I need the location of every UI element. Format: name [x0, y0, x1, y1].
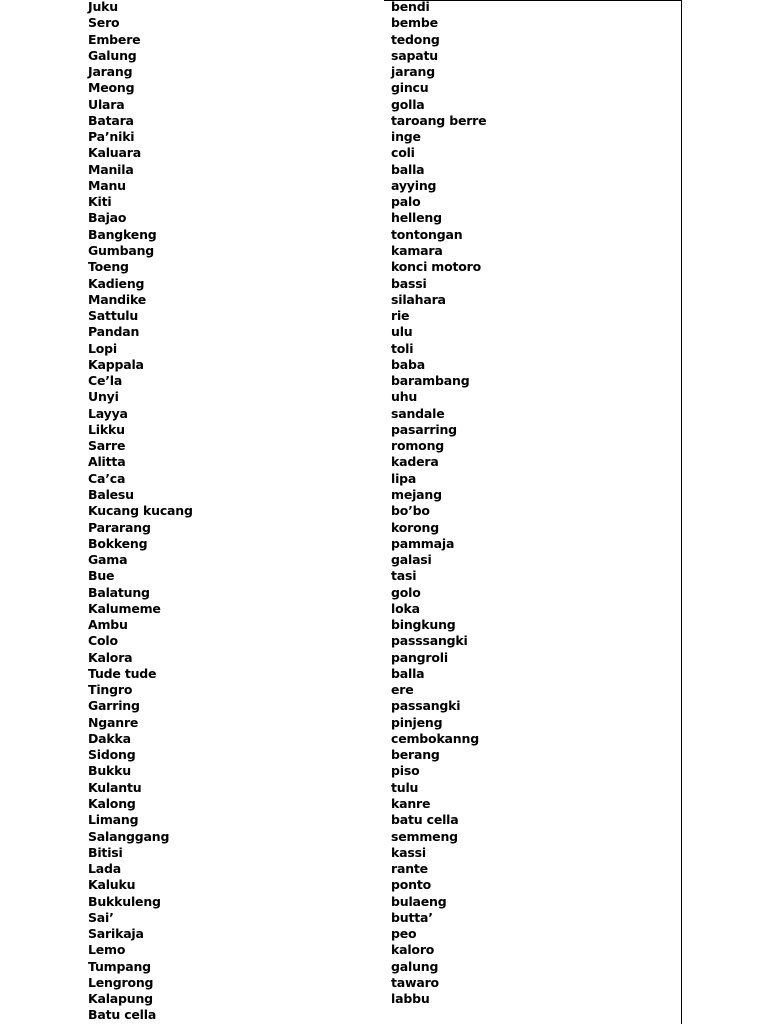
word-item: Unyi: [88, 389, 119, 405]
word-item: Sai’: [88, 909, 114, 925]
word-item: uhu: [391, 389, 418, 405]
word-item: coli: [391, 145, 415, 161]
word-item: Bukku: [88, 763, 131, 779]
word-item: Pararang: [88, 519, 151, 535]
word-item: Balatung: [88, 584, 150, 600]
word-item: Sattulu: [88, 308, 139, 324]
word-item: Galung: [88, 47, 137, 63]
word-item: peo: [391, 926, 417, 942]
word-item: Batu cella: [88, 1007, 157, 1023]
word-item: galung: [391, 958, 439, 974]
word-item: bassi: [391, 275, 427, 291]
word-item: Layya: [88, 405, 128, 421]
word-item: Likku: [88, 421, 125, 437]
word-item: golla: [391, 96, 425, 112]
word-item: palo: [391, 194, 421, 210]
word-item: passsangki: [391, 633, 468, 649]
word-item: ayying: [391, 177, 437, 193]
word-item: Tumpang: [88, 958, 151, 974]
word-item: piso: [391, 763, 420, 779]
word-item: Juku: [88, 0, 118, 14]
word-item: Bukkuleng: [88, 893, 161, 909]
word-item: passangki: [391, 698, 461, 714]
word-item: bo’bo: [391, 503, 430, 519]
word-item: Kaluku: [88, 877, 136, 893]
word-item: Bajao: [88, 210, 127, 226]
word-item: Ulara: [88, 96, 125, 112]
word-item: Kadieng: [88, 275, 145, 291]
word-item: Lada: [88, 861, 121, 877]
word-item: toli: [391, 340, 414, 356]
word-item: cembokanng: [391, 730, 479, 746]
word-item: balla: [391, 161, 425, 177]
word-item: Sarikaja: [88, 926, 144, 942]
word-item: Tingro: [88, 682, 133, 698]
word-item: Sidong: [88, 747, 136, 763]
word-item: bembe: [391, 15, 438, 31]
left-word-column: [88, 0, 348, 1024]
word-item: Lemo: [88, 942, 126, 958]
word-item: Mandike: [88, 291, 147, 307]
word-item: korong: [391, 519, 439, 535]
word-item: Tude tude: [88, 665, 157, 681]
word-item: tasi: [391, 568, 417, 584]
word-item: ulu: [391, 324, 413, 340]
word-item: balla: [391, 665, 425, 681]
word-item: tedong: [391, 31, 440, 47]
word-item: Lengrong: [88, 974, 154, 990]
word-item: Embere: [88, 31, 141, 47]
word-item: sandale: [391, 405, 445, 421]
word-item: Pa’niki: [88, 129, 135, 145]
word-item: Sarre: [88, 438, 126, 454]
word-item: Kaluara: [88, 145, 141, 161]
word-item: Bokkeng: [88, 535, 148, 551]
word-item: Gama: [88, 552, 128, 568]
word-item: tawaro: [391, 974, 439, 990]
word-item: kanre: [391, 796, 431, 812]
right-word-column: [391, 0, 671, 1007]
word-item: baba: [391, 356, 425, 372]
word-item: Kalumeme: [88, 600, 161, 616]
word-item: batu cella: [391, 812, 459, 828]
word-item: bendi: [391, 0, 430, 14]
word-item: romong: [391, 438, 445, 454]
word-item: pasarring: [391, 421, 457, 437]
word-item: bingkung: [391, 617, 456, 633]
word-item: labbu: [391, 991, 430, 1007]
word-item: gincu: [391, 80, 429, 96]
word-item: Kalong: [88, 796, 136, 812]
word-item: bulaeng: [391, 893, 447, 909]
word-item: Sero: [88, 15, 120, 31]
word-item: Manu: [88, 177, 126, 193]
word-item: barambang: [391, 373, 470, 389]
word-item: kamara: [391, 242, 443, 258]
word-item: kassi: [391, 844, 426, 860]
word-item: Ambu: [88, 617, 128, 633]
word-item: Bangkeng: [88, 226, 157, 242]
table-border-right: [681, 0, 682, 1024]
word-item: Kiti: [88, 194, 112, 210]
word-item: Toeng: [88, 259, 129, 275]
word-item: jarang: [391, 64, 435, 80]
word-item: pangroli: [391, 649, 448, 665]
word-item: Kalora: [88, 649, 133, 665]
word-item: Balesu: [88, 486, 134, 502]
word-item: Pandan: [88, 324, 140, 340]
word-item: Alitta: [88, 454, 126, 470]
word-item: Ca’ca: [88, 470, 126, 486]
word-item: sapatu: [391, 47, 438, 63]
word-item: Colo: [88, 633, 118, 649]
word-item: berang: [391, 747, 440, 763]
word-item: Kappala: [88, 356, 144, 372]
word-item: Kucang kucang: [88, 503, 193, 519]
word-item: Nganre: [88, 714, 139, 730]
word-item: Limang: [88, 812, 139, 828]
word-item: Salanggang: [88, 828, 170, 844]
word-item: Manila: [88, 161, 134, 177]
word-item: silahara: [391, 291, 446, 307]
word-item: Kalapung: [88, 991, 153, 1007]
word-item: ere: [391, 682, 414, 698]
word-item: taroang berre: [391, 112, 487, 128]
word-item: Dakka: [88, 730, 131, 746]
word-item: butta’: [391, 909, 433, 925]
word-item: semmeng: [391, 828, 458, 844]
word-item: kaloro: [391, 942, 435, 958]
word-item: Lopi: [88, 340, 117, 356]
word-item: pinjeng: [391, 714, 443, 730]
word-item: kadera: [391, 454, 439, 470]
word-item: Ce’la: [88, 373, 123, 389]
word-item: rie: [391, 308, 410, 324]
word-item: loka: [391, 600, 420, 616]
word-item: Garring: [88, 698, 140, 714]
word-item: Meong: [88, 80, 135, 96]
word-item: Bue: [88, 568, 115, 584]
word-item: tontongan: [391, 226, 463, 242]
word-item: rante: [391, 861, 428, 877]
word-item: lipa: [391, 470, 417, 486]
word-item: galasi: [391, 552, 432, 568]
word-item: Bitisi: [88, 844, 123, 860]
word-item: golo: [391, 584, 421, 600]
word-item: inge: [391, 129, 421, 145]
word-item: Batara: [88, 112, 134, 128]
word-item: tulu: [391, 779, 419, 795]
word-item: mejang: [391, 486, 442, 502]
word-item: Jarang: [88, 64, 133, 80]
word-item: Gumbang: [88, 242, 155, 258]
word-item: ponto: [391, 877, 431, 893]
word-item: Kulantu: [88, 779, 142, 795]
word-item: konci motoro: [391, 259, 482, 275]
word-item: helleng: [391, 210, 442, 226]
word-item: pammaja: [391, 535, 455, 551]
